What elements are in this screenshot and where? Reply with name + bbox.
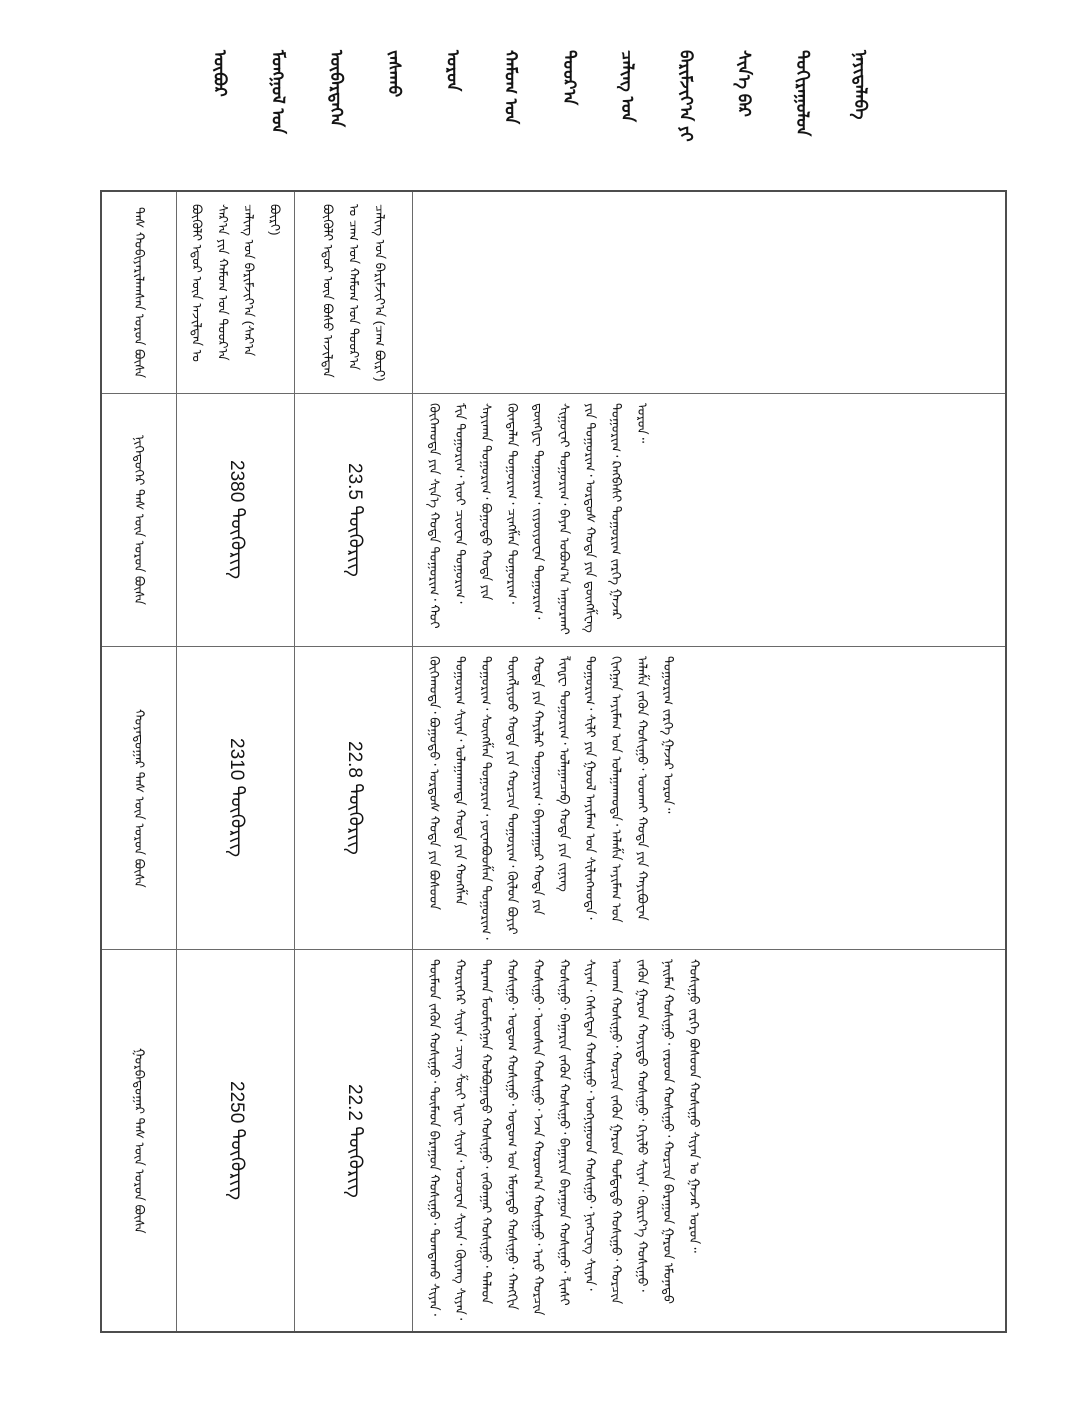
grade-1-hourly-wage bbox=[295, 394, 413, 647]
title-word: ᠳᠣᠣᠷ᠎ᠠ bbox=[559, 50, 579, 106]
title-word: ᠬᠠᠮᠤᠭ ᠤᠨ bbox=[501, 50, 521, 125]
grade-1-region-list bbox=[413, 394, 1005, 647]
title-word: ᠵᠠᠰᠠᠬᠤ bbox=[385, 50, 404, 98]
title-word: ᠲᠣᠬᠢᠷᠠᠭᠤᠯᠤᠨ bbox=[792, 50, 812, 137]
grade-3-monthly-wage-value: 2250 ᠲᠥᠭᠦᠷᠢᠭ bbox=[225, 1080, 247, 1201]
grade-1-region-list-text: ᠬᠥᠬᠡᠬᠣᠲᠠ ᠶᠢᠨ ᠰᠢᠨ᠎ᠡ ᠬᠣᠲᠠ ᠲᠣᠭᠣᠷᠢᠭ᠂ ᠬᠤᠢ ᠮᠢᠨ ᠲᠣᠭᠣᠷᠢᠭ᠂ ᠢᠦᠢ ᠴᠢᠤᠸᠠᠨ ᠲᠣᠭᠣᠷᠢᠭ᠂ ᠰᠠᠶᠢᠬᠠᠨ ᠲᠣᠭᠣᠷᠢᠭ᠂ ᠪᠤᠭᠤᠲᠤ ᠬᠣᠲᠠ ᠶᠢᠨ ᠬᠦᠨᠳᠡᠯᠡᠨ ᠲᠣᠭᠣᠷᠢᠭ᠂ ᠴᠢᠩᠱᠠᠨ ᠲᠣᠭᠣᠷᠢᠭ᠂ ᠳ᠋ᠦᠩᠾᠧ ᠲᠣᠭᠣᠷᠢᠭ᠂ ᠵᠢᠶᠦ᠋ᠶᠤᠸᠠᠨ ᠲᠣᠭᠣᠷᠢᠭ᠂ ᠱᠢᠭᠤᠸᠠᠢ ᠲᠣᠭᠣᠷᠢᠭ᠂ ᠪᠠᠶᠠᠨ ᠣᠪᠣᠭ᠎ᠠ ᠠᠭᠤᠷᠬᠠᠢ ᠶᠢᠨ ᠲᠣᠭᠣᠷᠢᠭ᠂ ᠣᠷᠳᠣᠰ ᠬᠣᠲᠠ ᠶᠢᠨ ᠳ᠋ᠦᠩᠱᠧᠩ ᠲᠣᠭᠣᠷᠢᠭ᠂ ᠺᠠᠩᠪᠠᠱᠢ ᠲᠣᠭᠣᠷᠢᠭ ᠵᠡᠷᠭᠡ ᠭᠠᠵᠠᠷ ᠣᠷᠣᠨ᠃ bbox=[427, 403, 650, 635]
grade-2-monthly-wage-value: 2310 ᠲᠥᠭᠦᠷᠢᠭ bbox=[225, 738, 247, 858]
grade-3-monthly-wage bbox=[177, 950, 295, 1331]
grade-1-monthly-wage bbox=[177, 394, 295, 647]
title-word: ᠮᠣᠩᠭᠣᠯ ᠤᠨ bbox=[268, 50, 288, 134]
grade-3-label-text: ᠭᠤᠷᠪᠠᠳᠤᠭᠠᠷ ᠲᠡᠰ ᠦᠨ ᠣᠷᠣᠨ ᠪᠦᠰᠡ bbox=[132, 1047, 147, 1234]
grade-1-label-text: ᠨᠢᠭᠡᠳᠦᠭᠡᠷ ᠲᠡᠰ ᠦᠨ ᠣᠷᠣᠨ ᠪᠦᠰᠡ bbox=[132, 435, 147, 605]
header-grade-regions bbox=[102, 192, 177, 394]
title-word: ᠥᠪᠡᠷᠲᠡᠭᠡᠨ bbox=[326, 50, 346, 127]
grade-3-region-list-text: ᠲᠦᠮᠡᠳ ᠵᠡᠭᠦᠨ ᠬᠣᠰᠢᠭᠤ᠂ ᠲᠦᠮᠡᠳ ᠪᠠᠷᠠᠭᠤᠨ ᠬᠣᠰᠢᠭᠤ᠂ ᠲᠣᠭᠲᠠᠬᠤ ᠰᠢᠶᠠᠨ᠂ ᠬᠣᠷᠢᠨᠭᠡᠷ ᠰᠢᠶᠠᠨ᠂ ᠴᠢᠩ ᠱᠦᠢ ᠾᠧ ᠰᠢᠶᠠᠨ᠂ ᠤᠴᠤᠸᠠᠨ ᠰᠢᠶᠠᠨ᠂ ᠭᠦ᠋ᠶᠠᠩ ᠰᠢᠶᠠᠨ᠂ ᠳᠠᠷᠬᠠᠨ ᠮᠤᠤᠮᠢᠩᠭᠠᠨ ᠬᠣᠯᠪᠣᠭᠠᠲᠤ ᠬᠣᠰᠢᠭᠤ᠂ ᠵᠡᠭᠦᠨᠭᠠᠷ ᠬᠣᠰᠢᠭᠤ᠂ ᠳᠠᠯᠠᠳ ᠬᠣᠰᠢᠭᠤ᠂ ᠣᠲᠣᠭ ᠬᠣᠰᠢᠭᠤ᠂ ᠣᠲᠣᠭ ᠤᠨ ᠡᠮᠦᠨᠡᠲᠦ ᠬᠣᠰᠢᠭᠤ᠂ ᠬᠠᠩᠭᠢᠨ ᠬᠣᠰᠢᠭᠤ᠂ ᠦᠦᠰᠢᠨ ᠬᠣᠰᠢᠭᠤ᠂ ᠡᠵᠡᠨ ᠬᠣᠷᠣᠭ᠎ᠠ ᠬᠣᠰᠢᠭᠤ᠂ ᠠᠷᠤ ᠬᠣᠷᠴᠢᠨ ᠬᠣᠰᠢᠭᠤ᠂ ᠪᠠᠭᠠᠷᠢᠨ ᠵᠡᠭᠦᠨ ᠬᠣᠰᠢᠭᠤ᠂ ᠪᠠᠭᠠᠷᠢᠨ ᠪᠠᠷᠠᠭᠤᠨ ᠬᠣᠰᠢᠭᠤ᠂ ᠯᠢᠨᠰᠢ ᠰᠢᠶᠠᠨ᠂ ᠬᠡᠰᠢᠭᠲᠡᠨ ᠬᠣᠰᠢᠭᠤ᠂ ᠣᠩᠨᠢᠭᠤᠳ ᠬᠣᠰᠢᠭᠤ᠂ ᠨᠢᠩᠴᠧᠩ ᠰᠢᠶᠠᠨ᠂ ᠠᠣᠬᠠᠨ ᠬᠣᠰᠢᠭᠤ᠂ ᠬᠣᠷᠴᠢᠨ ᠵᠡᠭᠦᠨ ᠭᠠᠷᠤᠨ ᠳᠤᠮᠳᠠᠳᠤ ᠬᠣᠰᠢᠭᠤ᠂ ᠬᠣᠷᠴᠢᠨ ᠵᠡᠭᠦᠨ ᠭᠠᠷᠤᠨ ᠬᠣᠶᠢᠲᠤ ᠬᠣᠰᠢᠭᠤ᠂ ᠺᠠᠶᠢᠯᠦ ᠰᠢᠶᠠᠨ᠂ ᠬᠦᠷᠢᠶ᠎ᠡ ᠬᠣᠰᠢᠭᠤ᠂ ᠨᠠᠢᠮᠠᠨ ᠬᠣᠰᠢᠭᠤ᠂ ᠵᠠᠷᠤᠳ ᠬᠣᠰᠢᠭᠤ᠂ ᠬᠣᠷᠴᠢᠨ ᠪᠠᠷᠠᠭᠤᠨ ᠭᠠᠷᠤᠨ ᠡᠮᠦᠨᠡᠲᠦ ᠬᠣᠰᠢᠭᠤ ᠵᠡᠷᠭᠡ ᠪᠤᠰᠤᠳ ᠬᠣᠰᠢᠭᠤ ᠰᠢᠶᠠᠨ ᠤ ᠭᠠᠵᠠᠷ ᠣᠷᠣᠨ᠃ bbox=[427, 959, 702, 1321]
grade-3-region-list bbox=[413, 950, 1005, 1331]
title-word: ᠨᠡᠶᠢᠲᠡᠯᠡᠪᠡ bbox=[851, 50, 870, 120]
grade-2-region-list-text: ᠬᠥᠬᠡᠬᠣᠲᠠ᠂ ᠪᠤᠭᠤᠲᠤ᠂ ᠣᠷᠳᠣᠰ ᠬᠣᠲᠠ ᠶᠢᠨ ᠪᠤᠰᠤᠳ ᠲᠣᠭᠣᠷᠢᠭ ᠰᠢᠶᠠᠨ᠂ ᠤᠯᠠᠭᠠᠨᠬᠠᠳᠠ ᠬᠣᠲᠠ ᠶᠢᠨ ᠬᠣᠩᠱᠠᠨ ᠲᠣᠭᠣᠷᠢᠭ᠂ ᠰᠦᠩᠱᠠᠨ ᠲᠣᠭᠣᠷᠢᠭ᠂ ᠶᠤᠸᠠᠨᠪᠣᠣᠱᠠᠨ ᠲᠣᠭᠣᠷᠢᠭ᠂ ᠲᠦᠩᠯᠢᠶᠣᠣ ᠬᠣᠲᠠ ᠶᠢᠨ ᠬᠣᠷᠴᠢᠨ ᠲᠣᠭᠣᠷᠢᠭ᠂ ᠬᠦᠯᠦᠨ ᠪᠤᠶᠢᠷ ᠬᠣᠲᠠ ᠶᠢᠨ ᠬᠠᠶᠢᠯᠠᠷ ᠲᠣᠭᠣᠷᠢᠭ᠂ ᠪᠠᠶᠠᠨᠨᠠᠭᠤᠷ ᠬᠣᠲᠠ ᠶᠢᠨ ᠯᠢᠨᠾᠧ ᠲᠣᠭᠣᠷᠢᠭ᠂ ᠤᠯᠠᠭᠠᠨᠴᠠᠪ ᠬᠣᠲᠠ ᠶᠢᠨ ᠵᠢᠨᠢᠩ ᠲᠣᠭᠣᠷᠢᠭ᠂ ᠰᠢᠯᠢ ᠶᠢᠨ ᠭᠣᠣᠯ ᠠᠶᠢᠮᠠᠭ ᠤᠨ ᠰᠢᠯᠢᠩᠬᠣᠲᠠ᠂ ᠬᠢᠩᠭᠠᠨ ᠠᠶᠢᠮᠠᠭ ᠤᠨ ᠤᠯᠠᠭᠠᠨᠬᠣᠲᠠ᠂ ᠠᠯᠠᠱᠠ ᠠᠶᠢᠮᠠᠭ ᠤᠨ ᠠᠯᠠᠱᠠ ᠵᠡᠭᠦᠨ ᠬᠣᠰᠢᠭᠤ᠂ ᠤᠤᠬᠠᠢ ᠬᠣᠲᠠ ᠶᠢᠨ ᠬᠠᠶᠢᠪᠣᠸᠠᠨ ᠲᠣᠭᠣᠷᠢᠭ ᠵᠡᠷᠭᠡ ᠭᠠᠵᠠᠷ ᠣᠷᠣᠨ᠃ bbox=[427, 656, 676, 940]
title-word: ᠥᠪᠥᠷ bbox=[210, 50, 230, 97]
title-word: ᠣᠷᠣᠨ bbox=[443, 50, 463, 92]
header-region-list bbox=[413, 192, 1005, 394]
grade-3-hourly-wage bbox=[295, 950, 413, 1331]
wage-table bbox=[100, 190, 1007, 1333]
grade-1-monthly-wage-value: 2380 ᠲᠥᠭᠦᠷᠢᠭ bbox=[225, 460, 247, 580]
header-monthly-minimum-wage-text: ᠪᠦᠬᠦᠯᠢ ᠡᠳᠦᠷ ᠦᠨ ᠠᠵᠢᠯᠲᠠᠨ ᠤ ᠰᠠᠷ᠎ᠠ ᠶᠢᠨ ᠬᠠᠮᠤᠭ ᠤᠨ ᠳᠣᠣᠷ᠎ᠠ ᠴᠠᠯᠢᠩ ᠤᠨ ᠪᠠᠷᠢᠮᠵᠢᠶ᠎ᠠ (ᠰᠠᠷ᠎ᠠ ᠪᠦᠷᠢ) bbox=[189, 203, 283, 362]
title-word: ᠰᠢᠨ᠎ᠡ ᠪᠡᠷ bbox=[734, 50, 754, 117]
grade-1-hourly-wage-value: 23.5 ᠲᠥᠭᠦᠷᠢᠭ bbox=[343, 463, 365, 577]
title-word: ᠪᠠᠷᠢᠮᠵᠢᠶ᠎ᠠ ᠶᠢ bbox=[676, 50, 696, 142]
grade-2-label bbox=[102, 647, 177, 950]
grade-2-label-text: ᠬᠣᠶᠠᠳᠤᠭᠠᠷ ᠲᠡᠰ ᠦᠨ ᠣᠷᠣᠨ ᠪᠦᠰᠡ bbox=[132, 708, 147, 888]
grade-3-label bbox=[102, 950, 177, 1331]
title-word: ᠴᠠᠯᠢᠩ ᠤᠨ bbox=[618, 50, 637, 122]
header-monthly-minimum-wage bbox=[177, 192, 295, 394]
document-title bbox=[60, 50, 1020, 190]
grade-1-label bbox=[102, 394, 177, 647]
grade-2-hourly-wage bbox=[295, 647, 413, 950]
header-hourly-minimum-wage-text: ᠪᠦᠬᠦᠯᠢ ᠡᠳᠦᠷ ᠦᠨ ᠪᠤᠰᠤ ᠠᠵᠢᠯᠲᠠᠨ ᠤ ᠴᠠᠭ ᠤᠨ ᠬᠠᠮᠤᠭ ᠤᠨ ᠳᠣᠣᠷ᠎ᠠ ᠴᠠᠯᠢᠩ ᠤᠨ ᠪᠠᠷᠢᠮᠵᠢᠶ᠎ᠠ (ᠴᠠᠭ ᠪᠦᠷᠢ) bbox=[320, 203, 388, 381]
header-grade-regions-text: ᠲᠡᠰ ᠬᠤᠪᠢᠶᠠᠷᠢᠯᠠᠭᠰᠠᠨ ᠣᠷᠣᠨ ᠪᠦᠰᠡ bbox=[132, 206, 147, 379]
grade-3-hourly-wage-value: 22.2 ᠲᠥᠭᠦᠷᠢᠭ bbox=[343, 1083, 365, 1198]
header-hourly-minimum-wage bbox=[295, 192, 413, 394]
grade-2-region-list bbox=[413, 647, 1005, 950]
grade-2-monthly-wage bbox=[177, 647, 295, 950]
grade-2-hourly-wage-value: 22.8 ᠲᠥᠭᠦᠷᠢᠭ bbox=[343, 741, 365, 855]
